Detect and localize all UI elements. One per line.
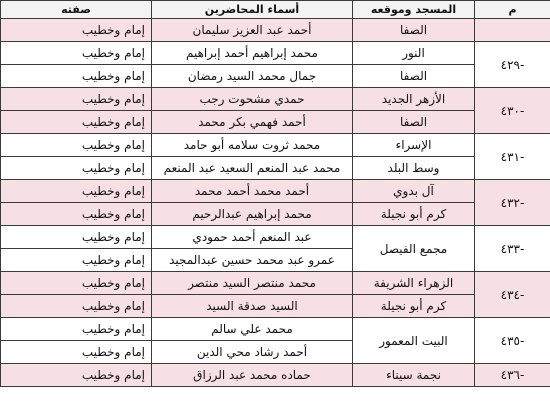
- role-cell: إمام وخطيب: [1, 249, 152, 272]
- mosque-cell: الصفا: [353, 19, 475, 42]
- mosque-cell: نجمة سيناء: [353, 364, 475, 387]
- name-cell: حمدي مشحوت رجب: [152, 88, 353, 111]
- header-number: م: [475, 1, 550, 19]
- entry-number: -٤٣٤: [475, 272, 550, 318]
- mosque-cell: كرم أبو نجيلة: [353, 203, 475, 226]
- role-cell: إمام وخطيب: [1, 364, 152, 387]
- entry-number: -٤٣١: [475, 134, 550, 180]
- mosque-cell: كرم أبو نجيلة: [353, 295, 475, 318]
- role-cell: إمام وخطيب: [1, 42, 152, 65]
- name-cell: أحمد رشاد محي الدين: [152, 341, 353, 364]
- name-cell: أحمد محمد أحمد محمد: [152, 180, 353, 203]
- role-cell: إمام وخطيب: [1, 180, 152, 203]
- table-row: [1, 42, 550, 65]
- mosque-cell: الإسراء: [353, 134, 475, 157]
- table-row: [1, 272, 550, 295]
- mosque-cell: وسط البلد: [353, 157, 475, 180]
- role-cell: إمام وخطيب: [1, 134, 152, 157]
- role-cell: إمام وخطيب: [1, 318, 152, 341]
- mosque-cell: الأزهر الجديد: [353, 88, 475, 111]
- table-row: [1, 88, 550, 111]
- name-cell: محمد علي سالم: [152, 318, 353, 341]
- table-row: [1, 134, 550, 157]
- table-row: [1, 364, 550, 387]
- table-row: [1, 203, 550, 226]
- role-cell: إمام وخطيب: [1, 272, 152, 295]
- role-cell: إمام وخطيب: [1, 295, 152, 318]
- table-row: [1, 226, 550, 249]
- mosque-cell: البيت المعمور: [353, 318, 475, 364]
- entry-number: -٤٢٩: [475, 42, 550, 88]
- role-cell: إمام وخطيب: [1, 19, 152, 42]
- entry-number: -٤٣٥: [475, 318, 550, 364]
- table-row: [1, 157, 550, 180]
- entry-number: -٤٣٣: [475, 226, 550, 272]
- name-cell: عبد المنعم أحمد حمودي: [152, 226, 353, 249]
- table-row: [1, 318, 550, 341]
- table-row: [1, 295, 550, 318]
- header-role: صفته: [1, 1, 152, 19]
- mosque-cell: النور: [353, 42, 475, 65]
- mosque-cell: الزهراء الشريفة: [353, 272, 475, 295]
- role-cell: إمام وخطيب: [1, 203, 152, 226]
- role-cell: إمام وخطيب: [1, 157, 152, 180]
- name-cell: حماده محمد عبد الرزاق: [152, 364, 353, 387]
- header-names: أسماء المحاضرين: [152, 1, 353, 19]
- mosque-cell: الصفا: [353, 111, 475, 134]
- name-cell: محمد ثروت سلامه أبو حامد: [152, 134, 353, 157]
- name-cell: أحمد عبد العزيز سليمان: [152, 19, 353, 42]
- name-cell: جمال محمد السيد رمضان: [152, 65, 353, 88]
- role-cell: إمام وخطيب: [1, 341, 152, 364]
- name-cell: محمد منتصر السيد منتصر: [152, 272, 353, 295]
- entry-number: -٤٣٢: [475, 180, 550, 226]
- role-cell: إمام وخطيب: [1, 226, 152, 249]
- role-cell: إمام وخطيب: [1, 65, 152, 88]
- name-cell: محمد عبد المنعم السعيد عبد المنعم: [152, 157, 353, 180]
- mosque-cell: الصفا: [353, 65, 475, 88]
- name-cell: محمد إبراهيم عبدالرحيم: [152, 203, 353, 226]
- name-cell: محمد إبراهيم أحمد إبراهيم: [152, 42, 353, 65]
- header-row: [1, 1, 550, 19]
- entry-number: -٤٣٠: [475, 88, 550, 134]
- mosque-cell: مجمع الفيصل: [353, 226, 475, 272]
- entry-number: -٤٣٦: [475, 364, 550, 387]
- name-cell: عمرو عبد محمد حسين عبدالمجيد: [152, 249, 353, 272]
- table-row: [1, 65, 550, 88]
- role-cell: إمام وخطيب: [1, 111, 152, 134]
- name-cell: السيد صدقة السيد: [152, 295, 353, 318]
- table-row: [1, 180, 550, 203]
- header-mosque: المسجد وموقعه: [353, 1, 475, 19]
- role-cell: إمام وخطيب: [1, 88, 152, 111]
- mosque-cell: آل بدوي: [353, 180, 475, 203]
- entry-number: [475, 19, 550, 42]
- name-cell: أحمد فهمي بكر محمد: [152, 111, 353, 134]
- table-row: [1, 19, 550, 42]
- table-row: [1, 111, 550, 134]
